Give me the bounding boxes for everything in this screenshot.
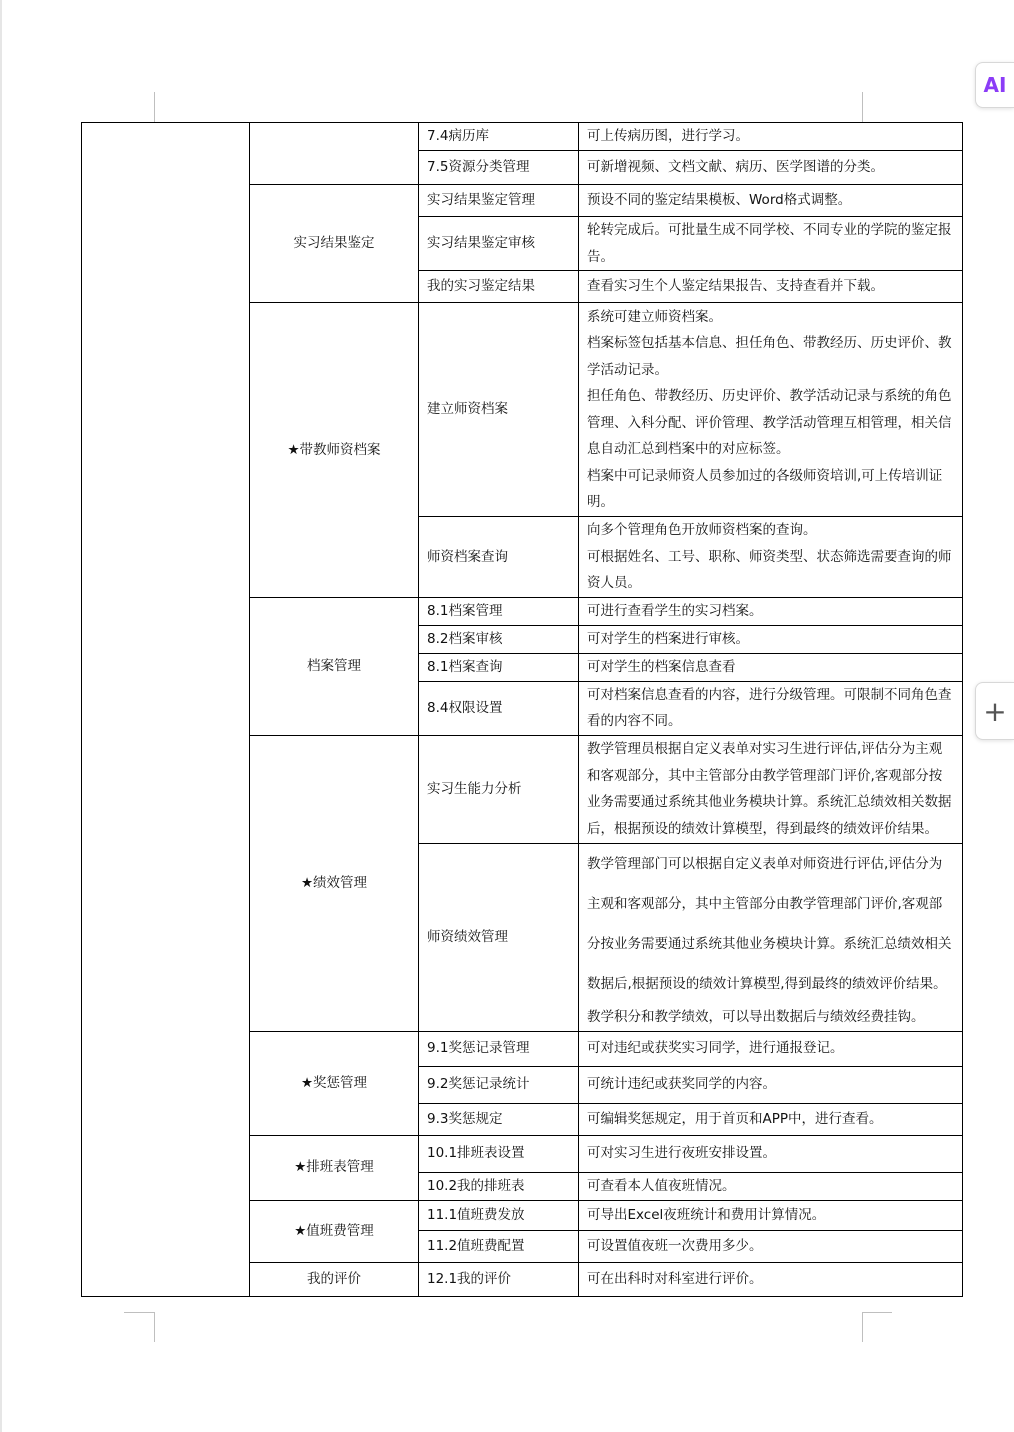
function-cell: 9.2奖惩记录统计 [419,1066,579,1103]
description-cell: 可对档案信息查看的内容，进行分级管理。可限制不同角色查看的内容不同。 [579,681,963,735]
crop-mark-bottom-right-h [862,1312,892,1313]
function-cell: 10.1排班表设置 [419,1135,579,1172]
description-cell: 系统可建立师资档案。 档案标签包括基本信息、担任角色、带教经历、历史评价、教学活动记录。 担任角色、带教经历、历史评价、教学活动记录与系统的角色管理、入科分配、评价管理、教学活动管理互相管理，相关信息自动汇总到档案中的对应标签。 档案中可记录师资人员参加过的各级师资培训,可上传培训证明。 [579,303,963,517]
module-cell: ★奖惩管理 [250,1031,419,1135]
description-cell: 预设不同的鉴定结果模板、Word格式调整。 [579,185,963,217]
function-cell: 9.3奖惩规定 [419,1103,579,1135]
description-cell: 可在出科时对科室进行评价。 [579,1262,963,1296]
module-cell: ★绩效管理 [250,735,419,1031]
module-cell: ★排班表管理 [250,1135,419,1200]
function-cell: 10.2我的排班表 [419,1172,579,1200]
module-cell: ★带教师资档案 [250,303,419,598]
description-cell: 轮转完成后。可批量生成不同学校、不同专业的学院的鉴定报告。 [579,217,963,271]
ai-assistant-button[interactable] [975,62,1014,108]
plus-icon: + [983,694,1007,728]
function-cell: 8.1档案查询 [419,653,579,681]
description-cell: 可设置值夜班一次费用多少。 [579,1230,963,1262]
function-cell: 12.1我的评价 [419,1262,579,1296]
crop-mark-top-left [154,92,155,122]
description-cell: 可新增视频、文档文献、病历、医学图谱的分类。 [579,151,963,185]
function-cell: 我的实习鉴定结果 [419,271,579,303]
function-cell: 实习生能力分析 [419,735,579,843]
crop-mark-bottom-right-v [862,1312,863,1342]
description-cell: 可进行查看学生的实习档案。 [579,597,963,625]
function-cell: 11.2值班费配置 [419,1230,579,1262]
function-cell: 11.1值班费发放 [419,1200,579,1230]
function-table [81,122,963,1297]
function-cell: 7.4病历库 [419,123,579,151]
description-cell: 可对实习生进行夜班安排设置。 [579,1135,963,1172]
description-cell: 可统计违纪或获奖同学的内容。 [579,1066,963,1103]
description-cell: 可对学生的档案进行审核。 [579,625,963,653]
description-cell: 可对违纪或获奖实习同学，进行通报登记。 [579,1031,963,1066]
description-cell: 可导出Excel夜班统计和费用计算情况。 [579,1200,963,1230]
description-cell: 可编辑奖惩规定，用于首页和APP中，进行查看。 [579,1103,963,1135]
function-cell: 师资绩效管理 [419,843,579,1031]
description-cell: 教学管理部门可以根据自定义表单对师资进行评估,评估分为主观和客观部分，其中主管部分由教学管理部门评价,客观部分按业务需要通过系统其他业务模块计算。系统汇总绩效相关数据后,根据预设的绩效计算模型,得到最终的绩效评价结果。 教学积分和教学绩效，可以导出数据后与绩效经费挂钩。 [579,843,963,1031]
table-row [82,123,963,151]
page-edge [0,0,2,1432]
module-cell: 我的评价 [250,1262,419,1296]
function-cell: 8.1档案管理 [419,597,579,625]
function-cell: 师资档案查询 [419,517,579,598]
crop-mark-top-right [862,92,863,122]
description-cell: 教学管理员根据自定义表单对实习生进行评估,评估分为主观和客观部分，其中主管部分由教学管理部门评价,客观部分按业务需要通过系统其他业务模块计算。系统汇总绩效相关数据后，根据预设的绩效计算模型，得到最终的绩效评价结果。 [579,735,963,843]
crop-mark-bottom-left-h [124,1312,154,1313]
category-cell [82,123,250,1297]
module-cell [250,123,419,185]
function-cell: 实习结果鉴定审核 [419,217,579,271]
description-cell: 可上传病历图，进行学习。 [579,123,963,151]
function-cell: 8.2档案审核 [419,625,579,653]
module-cell: ★值班费管理 [250,1200,419,1262]
function-cell: 7.5资源分类管理 [419,151,579,185]
description-cell: 查看实习生个人鉴定结果报告、支持查看并下载。 [579,271,963,303]
add-button[interactable] [975,682,1014,740]
ai-label: AI [983,73,1007,97]
module-cell: 实习结果鉴定 [250,185,419,303]
crop-mark-bottom-left-v [154,1312,155,1342]
function-cell: 建立师资档案 [419,303,579,517]
function-cell: 8.4权限设置 [419,681,579,735]
description-cell: 向多个管理角色开放师资档案的查询。 可根据姓名、工号、职称、师资类型、状态筛选需要查询的师资人员。 [579,517,963,598]
description-cell: 可对学生的档案信息查看 [579,653,963,681]
description-cell: 可查看本人值夜班情况。 [579,1172,963,1200]
function-cell: 实习结果鉴定管理 [419,185,579,217]
function-cell: 9.1奖惩记录管理 [419,1031,579,1066]
module-cell: 档案管理 [250,597,419,735]
